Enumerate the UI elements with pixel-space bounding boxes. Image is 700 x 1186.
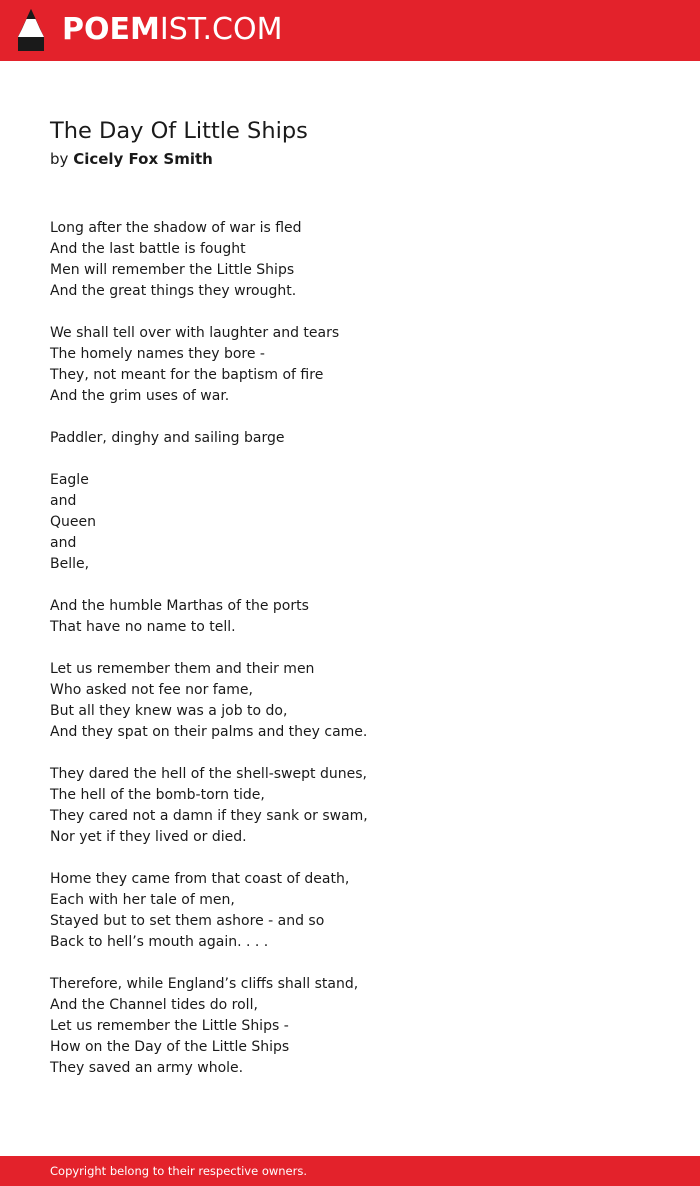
poem-line: They saved an army whole.	[50, 1060, 244, 1076]
pencil-tip-icon[interactable]	[18, 9, 44, 51]
poem-line: Stayed but to set them ashore - and so	[50, 913, 325, 929]
poem-line: Belle,	[50, 556, 90, 572]
site-footer	[0, 1156, 700, 1186]
poem-line: We shall tell over with laughter and tears	[50, 325, 340, 341]
poem-line: and	[50, 535, 77, 551]
stanza-break	[50, 407, 650, 428]
logo-text-bold: POEM	[62, 12, 160, 47]
poem-line: And they spat on their palms and they came.	[50, 724, 368, 740]
poem-line: Let us remember them and their men	[50, 661, 315, 677]
poem-line: Paddler, dinghy and sailing barge	[50, 430, 285, 446]
poem-line: How on the Day of the Little Ships	[50, 1039, 290, 1055]
poem-line: They cared not a damn if they sank or swam,	[50, 808, 368, 824]
stanza-break	[50, 848, 650, 869]
poem-line: Eagle	[50, 472, 89, 488]
poem-line: And the last battle is fought	[50, 241, 246, 257]
poem-body	[50, 218, 650, 1079]
poem-line: They, not meant for the baptism of fire	[50, 367, 324, 383]
stanza-break	[50, 953, 650, 974]
stanza-break	[50, 449, 650, 470]
poem-line: and	[50, 493, 77, 509]
poem-line: Queen	[50, 514, 96, 530]
poem-line: But all they knew was a job to do,	[50, 703, 288, 719]
poem-line: Back to hell’s mouth again. . . .	[50, 934, 269, 950]
poem-line: They dared the hell of the shell-swept dunes,	[50, 766, 367, 782]
poem-line: Therefore, while England’s cliffs shall stand,	[50, 976, 359, 992]
stanza-break	[50, 302, 650, 323]
poem-line: The homely names they bore -	[50, 346, 265, 362]
poem-line: The hell of the bomb-torn tide,	[50, 787, 265, 803]
poem-line: That have no name to tell.	[50, 619, 236, 635]
copyright-notice: Copyright belong to their respective owners.	[50, 1164, 308, 1178]
site-logo-text[interactable]	[62, 12, 282, 48]
poem-line: Each with her tale of men,	[50, 892, 235, 908]
poem-line: Home they came from that coast of death,	[50, 871, 350, 887]
poem-line: Nor yet if they lived or died.	[50, 829, 247, 845]
poem-line: Long after the shadow of war is fled	[50, 220, 302, 236]
poem-line: Who asked not fee nor fame,	[50, 682, 253, 698]
stanza-break	[50, 638, 650, 659]
poem-line: And the grim uses of war.	[50, 388, 230, 404]
poem-line: And the humble Marthas of the ports	[50, 598, 309, 614]
poem-author: Cicely Fox Smith	[73, 150, 213, 168]
poem-title: The Day Of Little Ships	[50, 118, 308, 144]
poem-line: And the Channel tides do roll,	[50, 997, 258, 1013]
logo-text-light: IST.COM	[159, 12, 283, 47]
byline-label: by	[50, 150, 69, 168]
stanza-break	[50, 743, 650, 764]
site-header	[0, 0, 700, 61]
poem-line: Men will remember the Little Ships	[50, 262, 295, 278]
poem-line: Let us remember the Little Ships -	[50, 1018, 289, 1034]
stanza-break	[50, 575, 650, 596]
poem-byline	[50, 148, 213, 170]
poem-line: And the great things they wrought.	[50, 283, 297, 299]
